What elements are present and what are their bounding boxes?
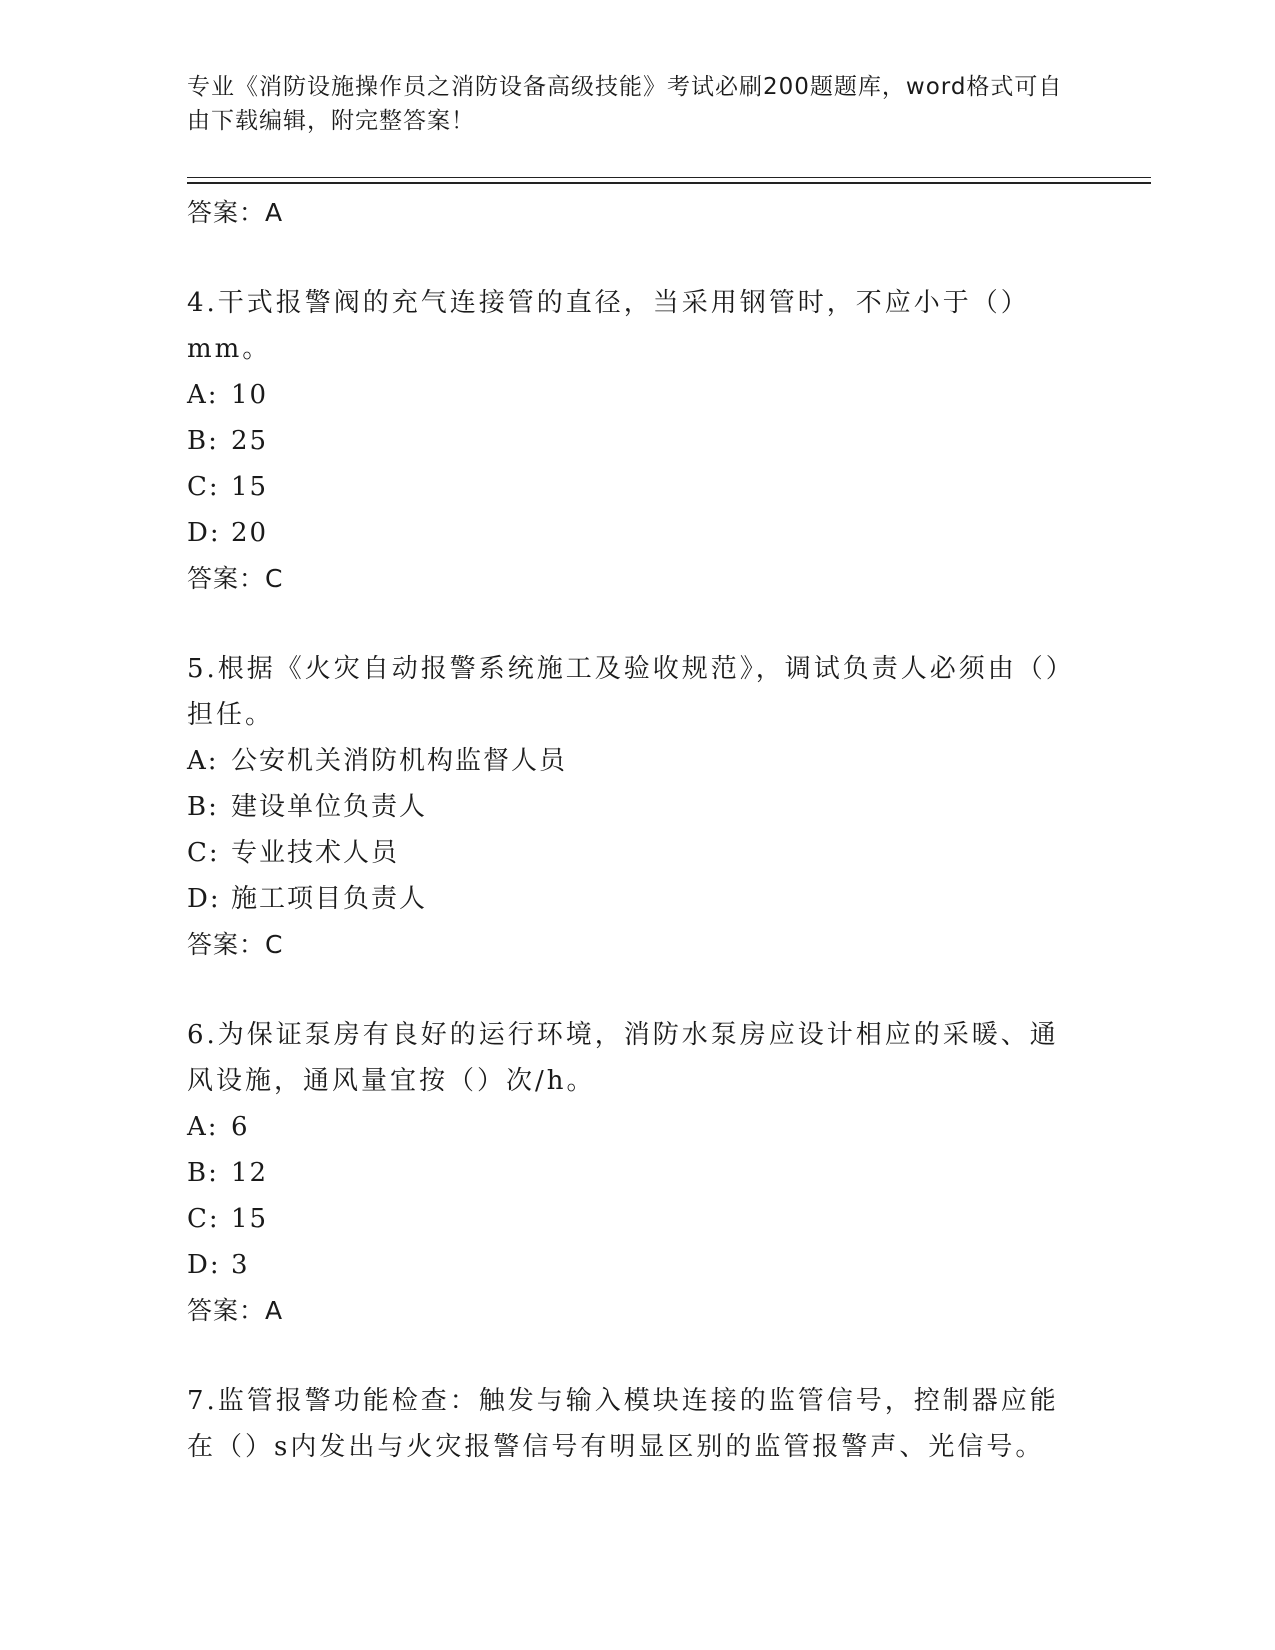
header-rule-bottom	[187, 182, 1151, 184]
option-key: A:	[187, 380, 219, 410]
answer-label: 答案：	[187, 930, 266, 959]
option-c	[187, 830, 1067, 876]
answer-value: A	[265, 1296, 284, 1325]
option-text: 6	[231, 1112, 250, 1142]
option-b	[187, 784, 1067, 830]
option-key: D:	[187, 518, 221, 548]
option-text: 20	[231, 518, 269, 548]
answer-line	[187, 1288, 1067, 1334]
option-text: 公安机关消防机构监督人员	[231, 746, 568, 776]
option-key: B:	[187, 426, 219, 456]
option-a	[187, 1104, 1067, 1150]
option-text: 建设单位负责人	[231, 792, 428, 822]
answer-value: C	[265, 564, 284, 593]
option-text: 专业技术人员	[231, 838, 400, 868]
answer-label: 答案：	[187, 564, 266, 593]
option-text: 15	[231, 1204, 269, 1234]
option-text: 10	[231, 380, 269, 410]
option-key: C:	[187, 1204, 220, 1234]
answer-value: C	[265, 930, 284, 959]
question-item	[187, 646, 1067, 968]
answer-label: 答案：	[187, 1296, 266, 1325]
option-key: C:	[187, 838, 220, 868]
option-c	[187, 1196, 1067, 1242]
option-a	[187, 372, 1067, 418]
option-b	[187, 418, 1067, 464]
header-rule-top	[187, 177, 1151, 178]
question-stem: 7.监管报警功能检查：触发与输入模块连接的监管信号，控制器应能在（）s内发出与火灾报警信号有明显区别的监管报警声、光信号。	[187, 1386, 1059, 1462]
answer-line	[187, 190, 1067, 236]
document-header	[187, 70, 1067, 138]
question-item	[187, 1012, 1067, 1334]
option-key: B:	[187, 1158, 219, 1188]
option-key: C:	[187, 472, 220, 502]
answer-value: A	[265, 198, 284, 227]
option-text: 施工项目负责人	[231, 884, 428, 914]
option-text: 3	[231, 1250, 250, 1280]
option-key: D:	[187, 1250, 221, 1280]
document-title: 专业《消防设施操作员之消防设备高级技能》考试必刷200题题库，word格式可自由下载编辑，附完整答案！	[187, 74, 1063, 134]
answer-line	[187, 556, 1067, 602]
option-text: 25	[231, 426, 269, 456]
option-d	[187, 1242, 1067, 1288]
option-key: B:	[187, 792, 219, 822]
question-item	[187, 280, 1067, 602]
option-text: 15	[231, 472, 269, 502]
question-list	[187, 190, 1067, 1514]
option-b	[187, 1150, 1067, 1196]
option-text: 12	[231, 1158, 269, 1188]
answer-label: 答案：	[187, 198, 266, 227]
option-d	[187, 876, 1067, 922]
answer-line	[187, 922, 1067, 968]
question-item	[187, 1378, 1067, 1470]
option-a	[187, 738, 1067, 784]
question-stem: 6.为保证泵房有良好的运行环境，消防水泵房应设计相应的采暖、通风设施，通风量宜按（）次/h。	[187, 1020, 1059, 1096]
question-stem: 4.干式报警阀的充气连接管的直径，当采用钢管时，不应小于（）mm。	[187, 288, 1030, 364]
option-key: A:	[187, 1112, 219, 1142]
option-d	[187, 510, 1067, 556]
question-stem: 5.根据《火灾自动报警系统施工及验收规范》，调试负责人必须由（）担任。	[187, 654, 1062, 730]
option-key: A:	[187, 746, 219, 776]
option-key: D:	[187, 884, 221, 914]
option-c	[187, 464, 1067, 510]
